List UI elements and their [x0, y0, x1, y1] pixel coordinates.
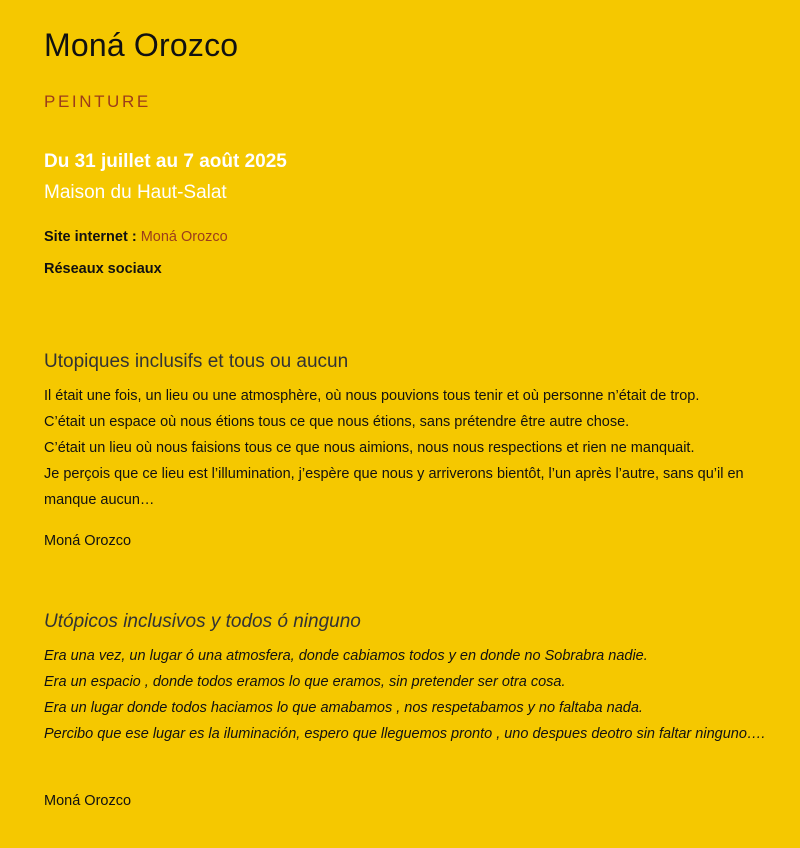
text-line: Era un espacio , donde todos eramos lo que eramos, sin pretender ser otra cosa.	[44, 674, 566, 690]
french-text	[44, 383, 774, 513]
text-line: Je perçois que ce lieu est l’illumination, j’espère que nous y arriverons bientôt, l’un après l’autre, sans qu’il en manque aucun…	[44, 466, 744, 508]
website-label: Site internet :	[44, 229, 137, 245]
website-row	[44, 229, 228, 245]
artist-name: Moná Orozco	[44, 27, 239, 63]
french-signature: Moná Orozco	[44, 533, 132, 549]
website-link[interactable]: Moná Orozco	[140, 229, 228, 245]
social-networks-label: Réseaux sociaux	[44, 261, 162, 277]
spanish-signature: Moná Orozco	[44, 793, 132, 809]
text-line: C’était un lieu où nous faisions tous ce que nous aimions, nous nous respections et rien ne manquait.	[44, 440, 695, 456]
event-venue: Maison du Haut-Salat	[44, 182, 227, 203]
french-section-title: Utopiques inclusifs et tous ou aucun	[44, 351, 349, 372]
spanish-text	[44, 643, 774, 747]
text-line: Era un lugar donde todos haciamos lo que amabamos , nos respetabamos y no faltaba nada.	[44, 700, 643, 716]
text-line: Era una vez, un lugar ó una atmosfera, donde cabiamos todos y en donde no Sobrabra nadie.	[44, 648, 648, 664]
text-line: C’était un espace où nous étions tous ce que nous étions, sans prétendre être autre chose.	[44, 414, 630, 430]
spanish-section-title: Utópicos inclusivos y todos ó ninguno	[44, 611, 361, 632]
event-dates: Du 31 juillet au 7 août 2025	[44, 151, 287, 172]
category-label: PEINTURE	[44, 92, 151, 111]
text-line: Il était une fois, un lieu ou une atmosphère, où nous pouvions tous tenir et où personne n’était de trop.	[44, 388, 700, 404]
text-line: Percibo que ese lugar es la iluminación, espero que lleguemos pronto , uno despues deotro sin faltar ninguno….	[44, 726, 766, 742]
